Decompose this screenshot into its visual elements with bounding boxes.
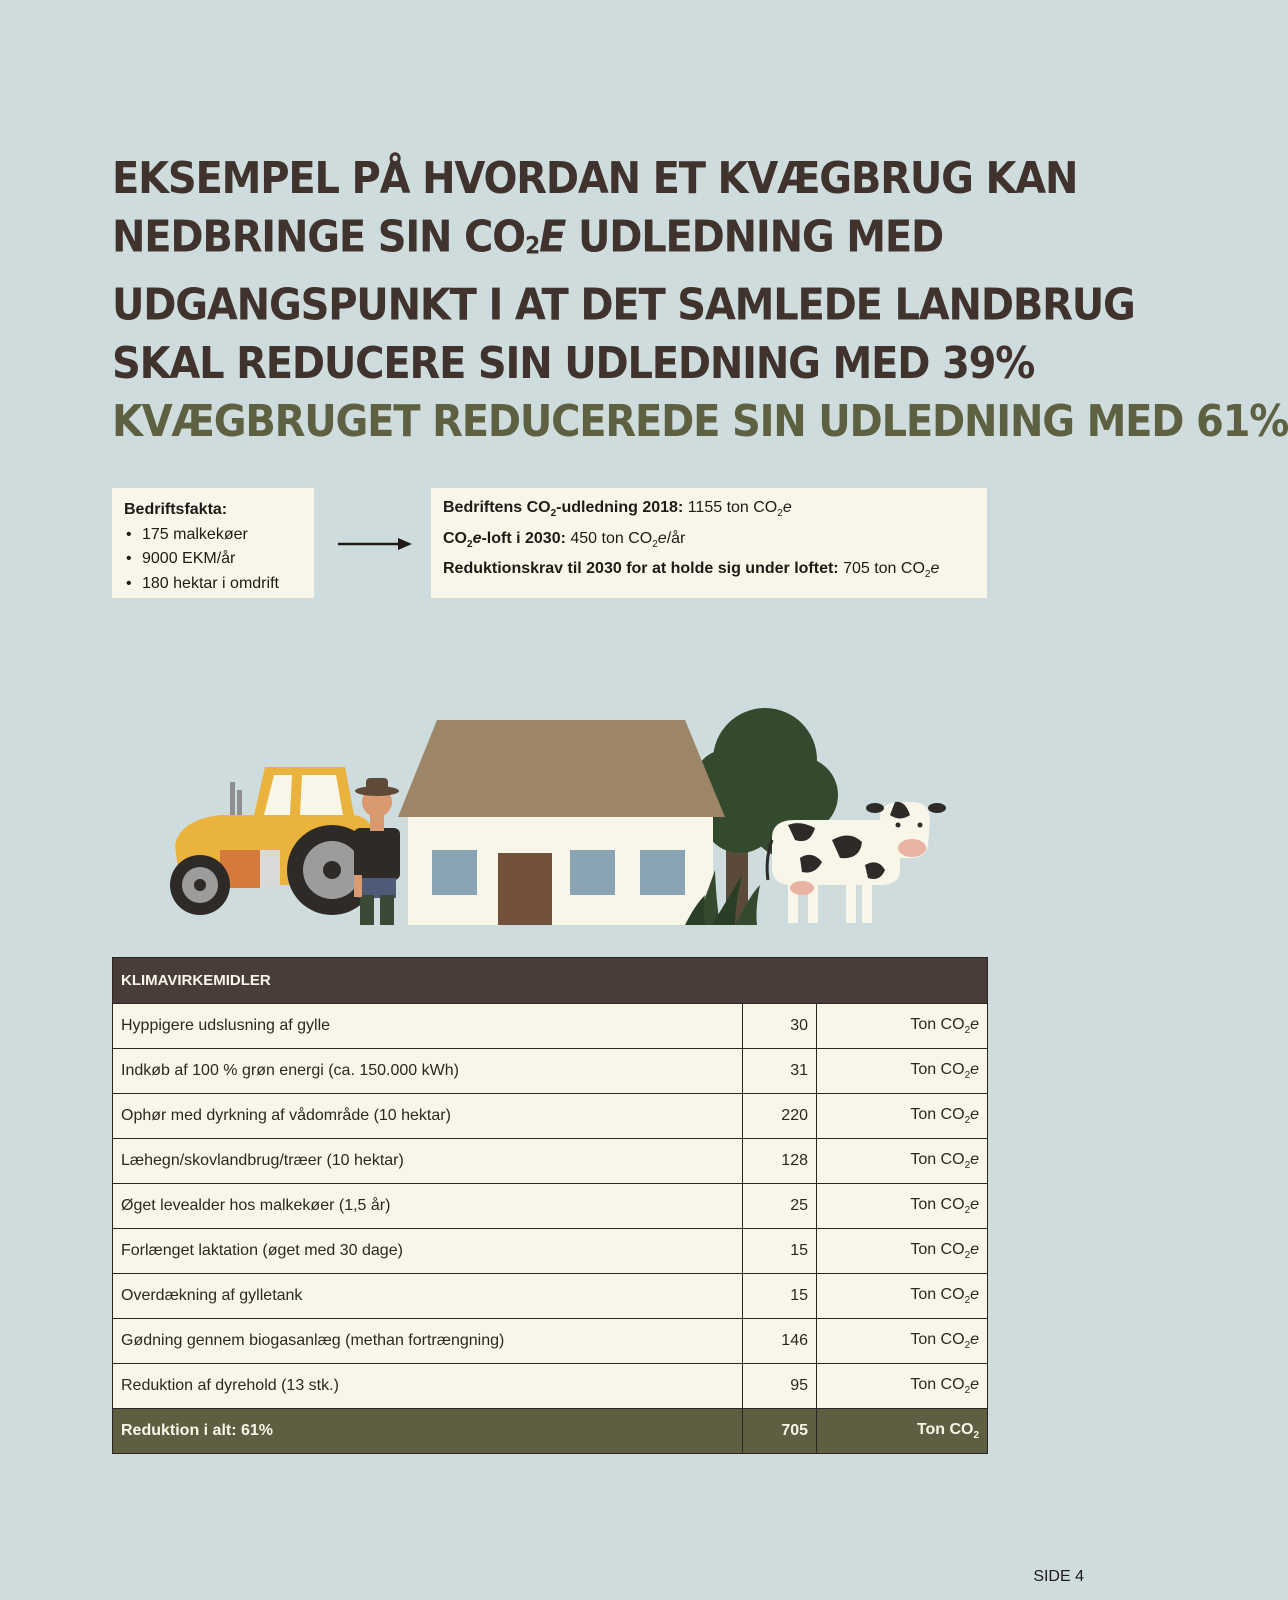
- headline-line-4: SKAL REDUCERE SIN UDLEDNING MED 39%: [112, 339, 1035, 389]
- list-item: • 9000 EKM/år: [142, 547, 314, 572]
- table-row: [113, 1049, 988, 1094]
- farm-illustration: [160, 690, 960, 935]
- measure-label: Gødning gennem biogasanlæg (methan fortrængning): [113, 1319, 743, 1364]
- table-header-row: [113, 958, 988, 1004]
- measure-value: 146: [743, 1319, 817, 1364]
- measure-value: 128: [743, 1139, 817, 1184]
- table-row: [113, 1004, 988, 1049]
- measure-unit: Ton $CO_2e$: [817, 1094, 988, 1139]
- measure-value: 15: [743, 1229, 817, 1274]
- headline-line-2: NEDBRINGE SIN $CO_2E$ UDLEDNING MED: [112, 212, 943, 263]
- total-unit: Ton $CO_2$: [817, 1409, 988, 1454]
- measure-unit: Ton $CO_2e$: [817, 1049, 988, 1094]
- headline-line-3: UDGANGSPUNKT I AT DET SAMLEDE LANDBRUG: [112, 280, 1135, 331]
- measure-label: Indkøb af 100 % grøn energi (ca. 150.000 kWh): [113, 1049, 743, 1094]
- measure-label: Reduktion af dyrehold (13 stk.): [113, 1364, 743, 1409]
- measure-value: 220: [743, 1094, 817, 1139]
- measure-label: Overdækning af gylletank: [113, 1274, 743, 1319]
- measure-unit: Ton $CO_2e$: [817, 1004, 988, 1049]
- measure-unit: Ton $CO_2e$: [817, 1139, 988, 1184]
- emissions-reduction-requirement: Reduktionskrav til 2030 for at holde sig under loftet: 705 ton $CO_2e$: [443, 560, 940, 581]
- emissions-2018: Bedriftens $CO_2$-udledning 2018: 1155 ton $CO_2e$: [443, 499, 792, 520]
- measure-value: 95: [743, 1364, 817, 1409]
- table-row: [113, 1364, 988, 1409]
- measure-unit: Ton $CO_2e$: [817, 1184, 988, 1229]
- table-row: [113, 1274, 988, 1319]
- table-row: [113, 1184, 988, 1229]
- table-row: [113, 1229, 988, 1274]
- table-row: [113, 1319, 988, 1364]
- climate-measures-table: [112, 957, 988, 1454]
- arrow-right-icon: [338, 536, 414, 552]
- table-row: [113, 1139, 988, 1184]
- page-number: SIDE 4: [1033, 1568, 1084, 1585]
- farm-facts-list: [124, 523, 314, 597]
- table-header: KLIMAVIRKEMIDLER: [113, 958, 988, 1004]
- farm-facts-title: Bedriftsfakta:: [124, 501, 228, 518]
- measure-unit: Ton $CO_2e$: [817, 1364, 988, 1409]
- total-row: [113, 1409, 988, 1454]
- measure-value: 30: [743, 1004, 817, 1049]
- headline-line-1: EKSEMPEL PÅ HVORDAN ET KVÆGBRUG KAN: [112, 154, 1078, 204]
- measure-value: 25: [743, 1184, 817, 1229]
- measure-unit: Ton $CO_2e$: [817, 1319, 988, 1364]
- measure-label: Forlænget laktation (øget med 30 dage): [113, 1229, 743, 1274]
- headline-line-5: KVÆGBRUGET REDUCEREDE SIN UDLEDNING MED 61%: [112, 397, 1288, 447]
- total-value: 705: [743, 1409, 817, 1454]
- list-item: • 175 malkekøer: [142, 523, 314, 548]
- measure-unit: Ton $CO_2e$: [817, 1274, 988, 1319]
- total-label: Reduktion i alt: 61%: [113, 1409, 743, 1454]
- table-row: [113, 1094, 988, 1139]
- emissions-cap-2030: $CO_2e$-loft i 2030: 450 ton $CO_2e/år$: [443, 529, 686, 550]
- measure-label: Læhegn/skovlandbrug/træer (10 hektar): [113, 1139, 743, 1184]
- farmhouse-icon: [398, 720, 725, 925]
- tractor-icon: [170, 767, 377, 915]
- emissions-box: [431, 488, 987, 598]
- measure-value: 15: [743, 1274, 817, 1319]
- measure-label: Hyppigere udslusning af gylle: [113, 1004, 743, 1049]
- measure-value: 31: [743, 1049, 817, 1094]
- list-item: • 180 hektar i omdrift: [142, 572, 314, 597]
- farm-facts-box: [112, 488, 314, 598]
- measure-label: Ophør med dyrkning af vådområde (10 hektar): [113, 1094, 743, 1139]
- measure-unit: Ton $CO_2e$: [817, 1229, 988, 1274]
- measure-label: Øget levealder hos malkekøer (1,5 år): [113, 1184, 743, 1229]
- farmer-icon: [354, 778, 400, 925]
- page-headline: [112, 150, 1288, 451]
